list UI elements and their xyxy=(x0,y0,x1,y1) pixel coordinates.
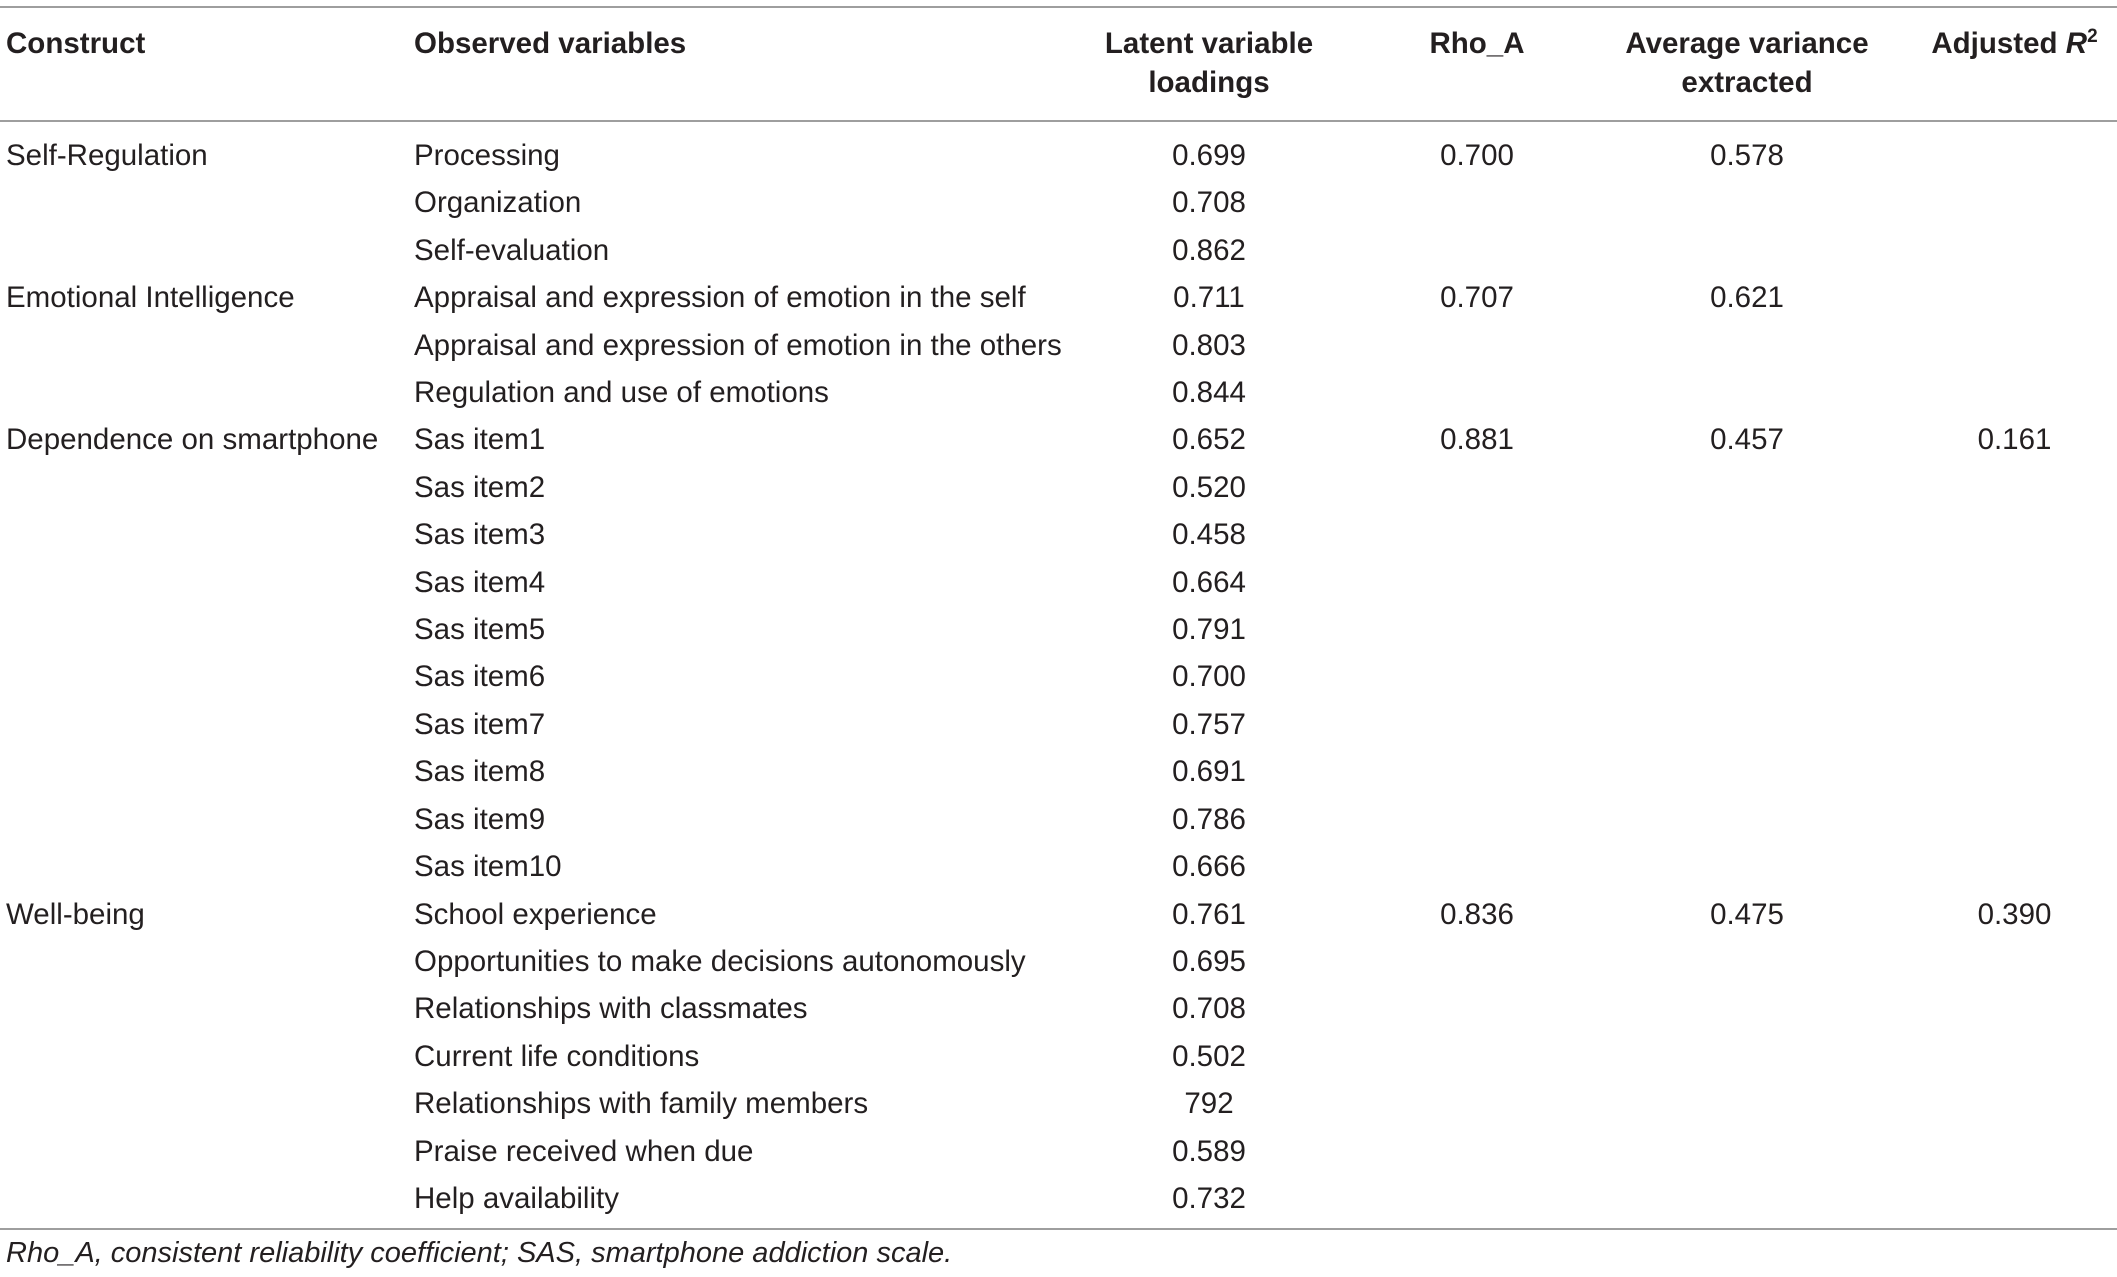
cell-construct xyxy=(0,1033,408,1080)
header-latent-loadings-line2: loadings xyxy=(1148,66,1270,99)
cell-adjusted-r2 xyxy=(1882,179,2117,226)
cell-ave: 0.621 xyxy=(1710,281,1784,315)
header-rho-a: Rho_A xyxy=(1429,27,1525,60)
cell-rho-a xyxy=(1342,1080,1612,1127)
cell-rho-a xyxy=(1342,1128,1612,1175)
cell-adjusted-r2 xyxy=(1882,464,2117,511)
cell-rho-a xyxy=(1342,1175,1612,1229)
cell-rho-a: 0.707 xyxy=(1440,281,1514,315)
cell-observed-variable: Relationships with family members xyxy=(414,1087,869,1121)
cell-loading: 0.862 xyxy=(1172,233,1246,267)
header-latent-loadings xyxy=(1076,7,1342,121)
cell-rho-a xyxy=(1342,748,1612,795)
cell-construct xyxy=(0,1128,408,1175)
table-row xyxy=(0,606,2117,653)
cell-adjusted-r2 xyxy=(1882,748,2117,795)
cell-construct: Dependence on smartphone xyxy=(6,423,379,457)
cell-loading: 0.711 xyxy=(1173,281,1245,315)
cell-observed-variable: Sas item1 xyxy=(414,423,546,457)
cell-ave xyxy=(1612,1175,1882,1229)
cell-ave xyxy=(1612,464,1882,511)
table-row xyxy=(0,1128,2117,1175)
cell-observed-variable: Processing xyxy=(414,139,560,172)
cell-construct xyxy=(0,559,408,606)
cell-adjusted-r2 xyxy=(1882,938,2117,985)
cell-rho-a: 0.700 xyxy=(1440,139,1514,172)
cell-rho-a xyxy=(1342,796,1612,843)
cell-rho-a: 0.881 xyxy=(1440,423,1514,457)
table-row xyxy=(0,1175,2117,1229)
cell-observed-variable: Appraisal and expression of emotion in the others xyxy=(414,328,1062,362)
cell-adjusted-r2 xyxy=(1882,511,2117,558)
cell-adjusted-r2 xyxy=(1882,1128,2117,1175)
cell-loading: 0.691 xyxy=(1172,755,1246,789)
cell-loading: 0.791 xyxy=(1172,613,1246,647)
table-footnote: Rho_A, consistent reliability coefficient; SAS, smartphone addiction scale. xyxy=(6,1237,953,1269)
table-row xyxy=(0,1080,2117,1127)
cell-observed-variable: Praise received when due xyxy=(414,1134,754,1168)
cell-rho-a xyxy=(1342,511,1612,558)
cell-construct xyxy=(0,701,408,748)
cell-rho-a xyxy=(1342,653,1612,700)
cell-observed-variable: Sas item4 xyxy=(414,565,546,599)
results-table xyxy=(0,6,2117,1230)
table-row xyxy=(0,227,2117,274)
cell-observed-variable: Regulation and use of emotions xyxy=(414,376,829,410)
cell-ave xyxy=(1612,606,1882,653)
table-row xyxy=(0,511,2117,558)
cell-ave xyxy=(1612,843,1882,890)
cell-construct xyxy=(0,511,408,558)
table-row xyxy=(0,1033,2117,1080)
cell-adjusted-r2 xyxy=(1882,701,2117,748)
cell-ave xyxy=(1612,322,1882,369)
cell-loading: 0.520 xyxy=(1172,470,1246,504)
cell-rho-a xyxy=(1342,606,1612,653)
table-body xyxy=(0,121,2117,1229)
cell-construct xyxy=(0,843,408,890)
cell-loading: 0.708 xyxy=(1172,186,1246,220)
cell-loading: 0.502 xyxy=(1172,1039,1246,1073)
cell-observed-variable: Sas item3 xyxy=(414,518,546,552)
cell-rho-a xyxy=(1342,227,1612,274)
table-row xyxy=(0,701,2117,748)
header-construct: Construct xyxy=(6,27,146,60)
table-row xyxy=(0,416,2117,463)
cell-ave xyxy=(1612,985,1882,1032)
cell-rho-a xyxy=(1342,179,1612,226)
cell-ave xyxy=(1612,1080,1882,1127)
cell-observed-variable: Sas item8 xyxy=(414,755,546,789)
cell-rho-a xyxy=(1342,985,1612,1032)
cell-loading: 0.844 xyxy=(1172,376,1246,410)
cell-construct xyxy=(0,938,408,985)
cell-adjusted-r2 xyxy=(1882,843,2117,890)
cell-loading: 0.664 xyxy=(1172,565,1246,599)
cell-ave xyxy=(1612,701,1882,748)
cell-ave xyxy=(1612,653,1882,700)
header-ave-line2: extracted xyxy=(1681,66,1813,99)
cell-ave xyxy=(1612,938,1882,985)
header-latent-loadings-line1: Latent variable xyxy=(1104,27,1314,60)
cell-ave: 0.475 xyxy=(1710,897,1784,931)
header-row xyxy=(0,7,2117,121)
cell-observed-variable: School experience xyxy=(414,897,657,931)
cell-adjusted-r2 xyxy=(1882,985,2117,1032)
header-adjusted-label: Adjusted xyxy=(1931,27,2066,60)
cell-observed-variable: Sas item6 xyxy=(414,660,546,694)
cell-ave xyxy=(1612,1128,1882,1175)
cell-construct xyxy=(0,1175,408,1229)
cell-observed-variable: Sas item9 xyxy=(414,802,546,836)
cell-construct xyxy=(0,322,408,369)
cell-observed-variable: Sas item2 xyxy=(414,470,546,504)
table-row xyxy=(0,464,2117,511)
cell-ave xyxy=(1612,227,1882,274)
cell-ave xyxy=(1612,559,1882,606)
table-row xyxy=(0,179,2117,226)
cell-construct xyxy=(0,179,408,226)
cell-rho-a xyxy=(1342,1033,1612,1080)
cell-observed-variable: Self-evaluation xyxy=(414,233,610,267)
table-row xyxy=(0,938,2117,985)
cell-adjusted-r2 xyxy=(1882,121,2117,179)
cell-rho-a xyxy=(1342,701,1612,748)
table-row xyxy=(0,748,2117,795)
table-row xyxy=(0,891,2117,938)
cell-adjusted-r2 xyxy=(1882,606,2117,653)
cell-observed-variable: Sas item5 xyxy=(414,613,546,647)
table-row xyxy=(0,274,2117,321)
header-ave-line1: Average variance xyxy=(1625,27,1869,60)
cell-construct xyxy=(0,369,408,416)
cell-observed-variable: Sas item10 xyxy=(414,850,562,884)
cell-adjusted-r2 xyxy=(1882,559,2117,606)
cell-adjusted-r2: 0.161 xyxy=(1977,423,2052,457)
cell-construct: Self-Regulation xyxy=(6,139,208,172)
cell-adjusted-r2 xyxy=(1882,227,2117,274)
cell-loading: 0.708 xyxy=(1172,992,1246,1026)
cell-construct xyxy=(0,464,408,511)
cell-observed-variable: Relationships with classmates xyxy=(414,992,808,1026)
cell-adjusted-r2 xyxy=(1882,369,2117,416)
header-r-symbol: R xyxy=(2065,27,2088,60)
table-row xyxy=(0,369,2117,416)
header-adjusted-r2 xyxy=(1882,7,2117,121)
cell-loading: 0.732 xyxy=(1172,1181,1246,1215)
table-row xyxy=(0,653,2117,700)
cell-construct xyxy=(0,985,408,1032)
cell-ave xyxy=(1612,796,1882,843)
cell-construct xyxy=(0,748,408,795)
cell-adjusted-r2 xyxy=(1882,322,2117,369)
cell-rho-a xyxy=(1342,369,1612,416)
cell-loading: 0.695 xyxy=(1172,944,1246,978)
table-header xyxy=(0,7,2117,121)
cell-rho-a: 0.836 xyxy=(1440,897,1514,931)
cell-ave xyxy=(1612,748,1882,795)
cell-construct: Emotional Intelligence xyxy=(6,281,295,315)
cell-loading: 0.700 xyxy=(1172,660,1246,694)
cell-rho-a xyxy=(1342,322,1612,369)
cell-adjusted-r2 xyxy=(1882,653,2117,700)
cell-rho-a xyxy=(1342,559,1612,606)
cell-ave xyxy=(1612,179,1882,226)
cell-rho-a xyxy=(1342,464,1612,511)
header-observed-variables: Observed variables xyxy=(414,27,687,60)
table-row xyxy=(0,843,2117,890)
cell-loading: 0.652 xyxy=(1172,423,1246,457)
cell-loading: 0.761 xyxy=(1172,897,1246,931)
cell-adjusted-r2 xyxy=(1882,274,2117,321)
cell-observed-variable: Organization xyxy=(414,186,582,220)
table-row xyxy=(0,796,2117,843)
cell-construct: Well-being xyxy=(6,897,145,931)
header-ave xyxy=(1612,7,1882,121)
cell-ave xyxy=(1612,1033,1882,1080)
cell-construct xyxy=(0,227,408,274)
cell-loading: 0.666 xyxy=(1172,850,1246,884)
cell-observed-variable: Sas item7 xyxy=(414,707,546,741)
cell-construct xyxy=(0,796,408,843)
table-row xyxy=(0,559,2117,606)
cell-ave xyxy=(1612,369,1882,416)
cell-ave: 0.578 xyxy=(1710,139,1784,172)
cell-loading: 0.803 xyxy=(1172,328,1246,362)
cell-observed-variable: Appraisal and expression of emotion in the self xyxy=(414,281,1026,315)
cell-loading: 792 xyxy=(1184,1087,1234,1121)
cell-adjusted-r2 xyxy=(1882,1033,2117,1080)
cell-observed-variable: Current life conditions xyxy=(414,1039,700,1073)
cell-loading: 0.757 xyxy=(1172,707,1246,741)
cell-adjusted-r2 xyxy=(1882,1175,2117,1229)
cell-ave: 0.457 xyxy=(1710,423,1784,457)
table-row xyxy=(0,985,2117,1032)
cell-loading: 0.589 xyxy=(1172,1134,1246,1168)
cell-construct xyxy=(0,653,408,700)
cell-adjusted-r2 xyxy=(1882,1080,2117,1127)
cell-observed-variable: Help availability xyxy=(414,1181,619,1215)
results-table-container xyxy=(0,6,2117,1230)
cell-loading: 0.786 xyxy=(1172,802,1246,836)
table-row xyxy=(0,322,2117,369)
cell-construct xyxy=(0,606,408,653)
cell-construct xyxy=(0,1080,408,1127)
cell-adjusted-r2 xyxy=(1882,796,2117,843)
cell-rho-a xyxy=(1342,843,1612,890)
table-row xyxy=(0,121,2117,179)
header-r-superscript: 2 xyxy=(2087,26,2098,47)
cell-ave xyxy=(1612,511,1882,558)
cell-rho-a xyxy=(1342,938,1612,985)
cell-observed-variable: Opportunities to make decisions autonomously xyxy=(414,944,1026,978)
cell-adjusted-r2: 0.390 xyxy=(1977,897,2052,931)
cell-loading: 0.699 xyxy=(1172,139,1246,172)
cell-loading: 0.458 xyxy=(1172,518,1246,552)
